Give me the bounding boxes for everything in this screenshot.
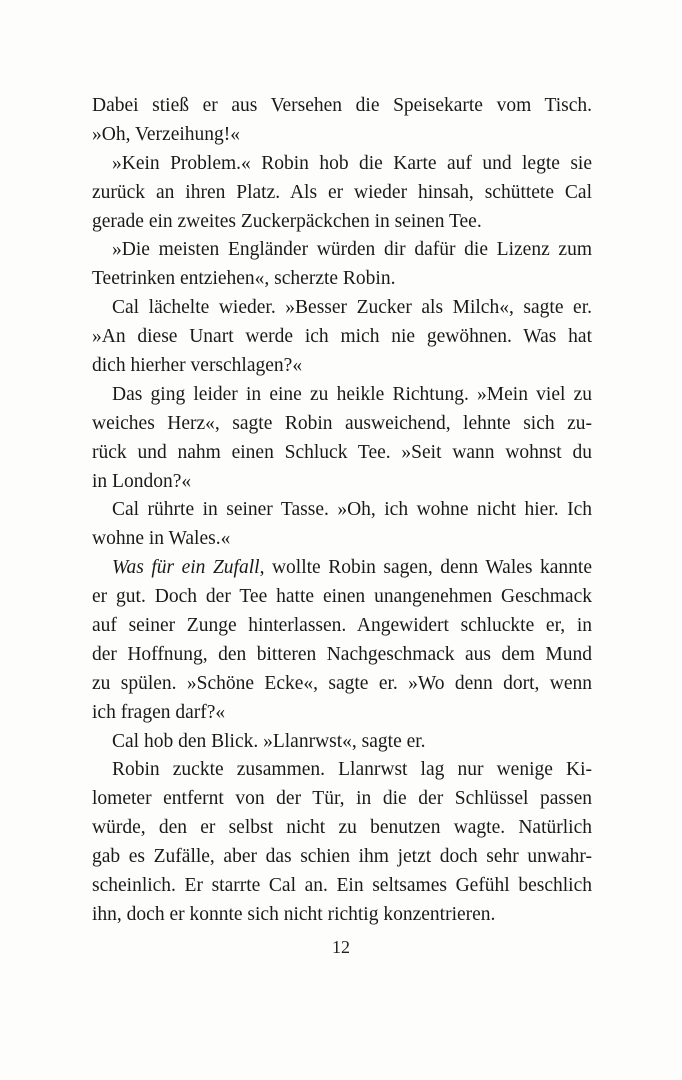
text-line: würde, den er selbst nicht zu benutzen wagte. Natürlich: [92, 817, 592, 839]
text-line: Cal rührte in seiner Tasse. »Oh, ich wohne nicht hier. Ich: [112, 499, 592, 521]
page-number: 12: [332, 937, 350, 957]
text-line: [92, 554, 592, 583]
text-line: Robin zuckte zusammen. Llanrwst lag nur wenige Ki-: [112, 759, 592, 781]
text-line: in London?«: [92, 470, 192, 492]
text-line: ich fragen darf?«: [92, 701, 226, 723]
text-line: gerade ein zweites Zuckerpäckchen in seinen Tee.: [92, 210, 482, 232]
text-line: er gut. Doch der Tee hatte einen unangenehmen Geschmack: [92, 586, 592, 608]
text-line: der Hoffnung, den bitteren Nachgeschmack aus dem Mund: [92, 643, 592, 665]
text-line: scheinlich. Er starrte Cal an. Ein seltsames Gefühl beschlich: [92, 875, 592, 897]
text-line: Das ging leider in eine zu heikle Richtung. »Mein viel zu: [112, 383, 592, 405]
text-line: zurück an ihren Platz. Als er wieder hinsah, schüttete Cal: [92, 181, 592, 203]
text-line: dich hierher verschlagen?«: [92, 355, 303, 377]
text-line: »Die meisten Engländer würden dir dafür die Lizenz zum: [112, 239, 592, 261]
text-line: Cal lächelte wieder. »Besser Zucker als Milch«, sagte er.: [112, 297, 592, 319]
italic-phrase: Was für ein Zufall: [112, 557, 260, 579]
text-line: auf seiner Zunge hinterlassen. Angewidert schluckte er, in: [92, 615, 592, 637]
text-line: lometer entfernt von der Tür, in die der Schlüssel passen: [92, 788, 592, 810]
text-line: Dabei stieß er aus Versehen die Speisekarte vom Tisch.: [92, 95, 592, 116]
text-line: Cal hob den Blick. »Llanrwst«, sagte er.: [112, 730, 426, 752]
text-line: Teetrinken entziehen«, scherzte Robin.: [92, 268, 396, 290]
body-text: [92, 92, 592, 930]
text-line: »Oh, Verzeihung!«: [92, 123, 241, 145]
text-line: »Kein Problem.« Robin hob die Karte auf und legte sie: [112, 152, 592, 174]
text-line: »An diese Unart werde ich mich nie gewöhnen. Was hat: [92, 326, 592, 348]
text-line: weiches Herz«, sagte Robin ausweichend, lehnte sich zu-: [92, 412, 592, 434]
text-line: gab es Zufälle, aber das schien ihm jetzt doch sehr unwahr-: [92, 846, 592, 868]
text-run: , wollte Robin sagen, denn Wales kannte: [259, 557, 592, 579]
text-line: ihn, doch er konnte sich nicht richtig konzentrieren.: [92, 903, 496, 925]
text-line: wohne in Wales.«: [92, 528, 231, 550]
text-line: zu spülen. »Schöne Ecke«, sagte er. »Wo denn dort, wenn: [92, 672, 592, 694]
text-line: rück und nahm einen Schluck Tee. »Seit wann wohnst du: [92, 441, 592, 463]
